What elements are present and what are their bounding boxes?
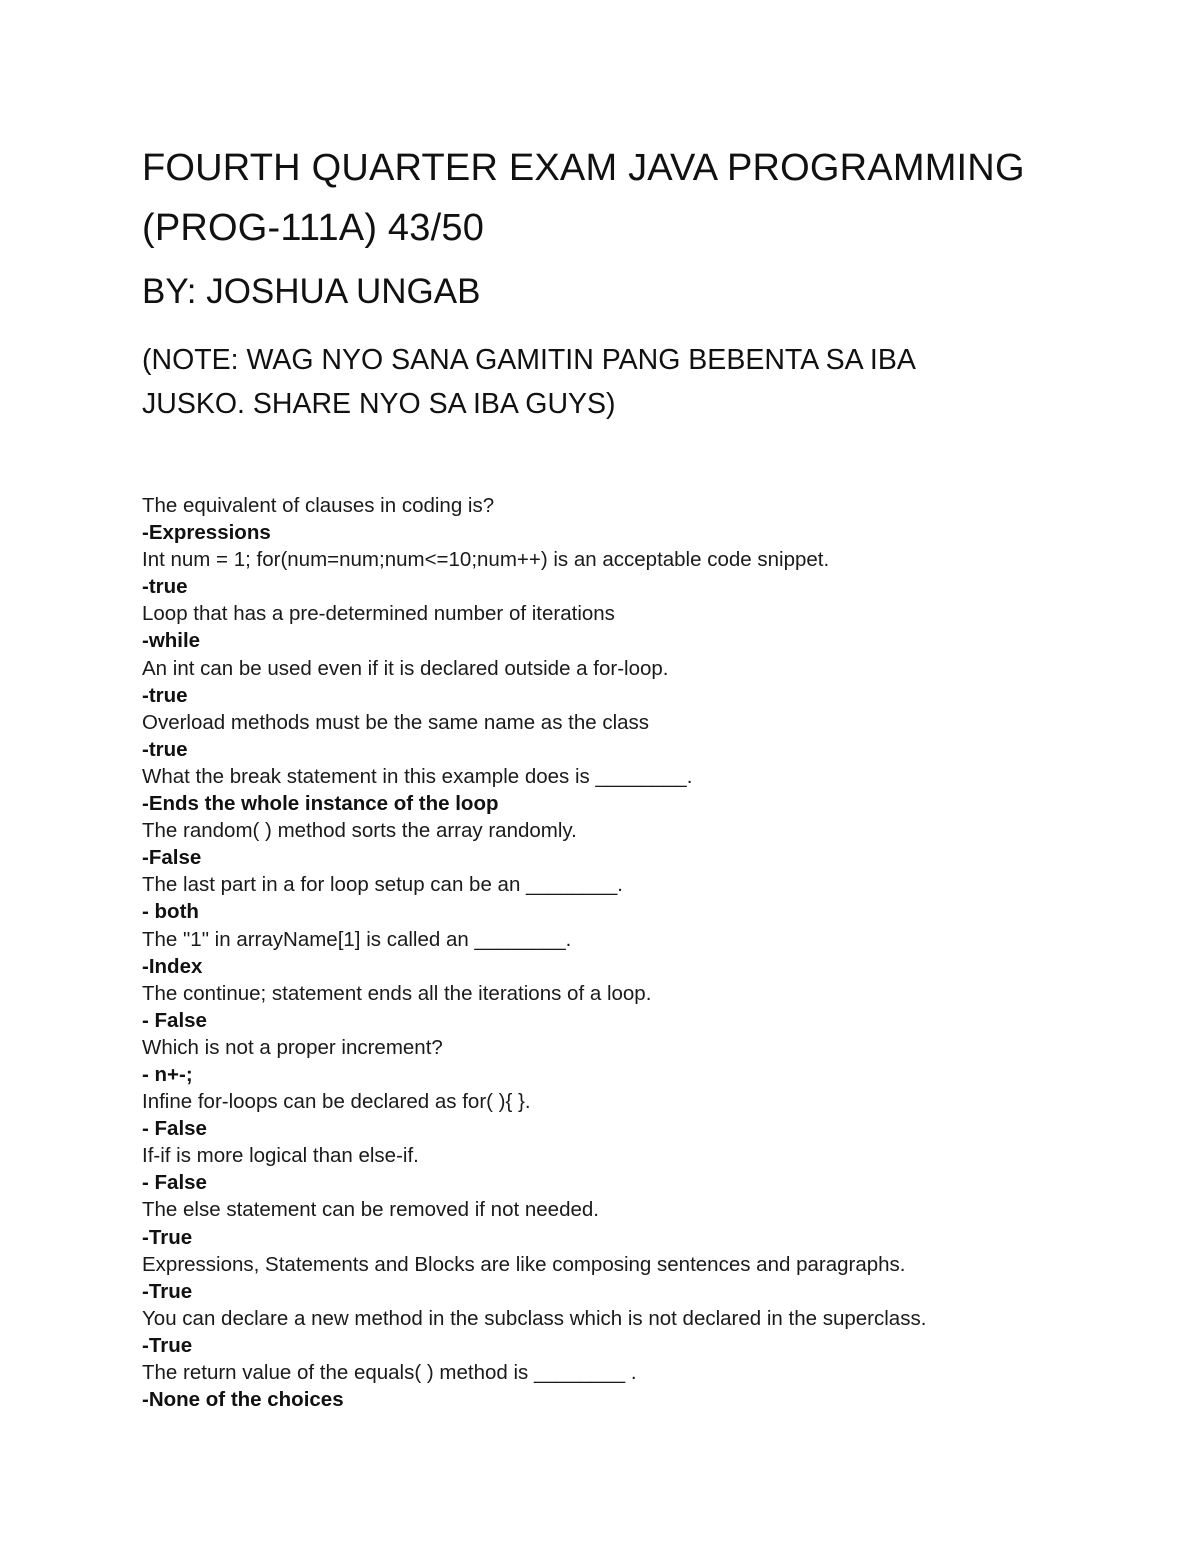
answer-text: -true	[142, 683, 188, 707]
answer-text: -true	[142, 737, 188, 761]
question-text: Int num = 1; for(num=num;num<=10;num++) is an acceptable code snippet.	[142, 548, 830, 572]
qa-item	[142, 1251, 1102, 1305]
question-answer-list	[142, 492, 1102, 1413]
note-line-1: (NOTE: WAG NYO SANA GAMITIN PANG BEBENTA SA IBA	[142, 344, 916, 376]
qa-item	[142, 1142, 1102, 1196]
question-text: The last part in a for loop setup can be an ________.	[142, 873, 623, 897]
answer-text: - False	[142, 1117, 207, 1141]
qa-item	[142, 546, 1102, 600]
question-text: The return value of the equals( ) method is ________ .	[142, 1361, 637, 1384]
answer-text: -Index	[142, 954, 203, 978]
answer-text: -False	[142, 846, 202, 870]
document-page	[142, 138, 1102, 1413]
answer-text: - False	[142, 1171, 207, 1195]
answer-text: -None of the choices	[142, 1388, 344, 1412]
question-text: You can declare a new method in the subclass which is not declared in the superclass.	[142, 1306, 927, 1330]
question-text: An int can be used even if it is declared outside a for-loop.	[142, 656, 669, 680]
answer-text: -True	[142, 1333, 193, 1357]
question-text: Expressions, Statements and Blocks are like composing sentences and paragraphs.	[142, 1252, 906, 1276]
qa-item	[142, 763, 1102, 817]
question-text: The continue; statement ends all the iterations of a loop.	[142, 981, 652, 1005]
question-text: The equivalent of clauses in coding is?	[142, 494, 495, 517]
question-text: Loop that has a pre-determined number of iterations	[142, 602, 615, 626]
answer-text: -Expressions	[142, 521, 271, 545]
qa-item	[142, 1196, 1102, 1250]
qa-item	[142, 492, 1102, 546]
answer-text: -while	[142, 629, 201, 653]
qa-item	[142, 1088, 1102, 1142]
note-line-2: JUSKO. SHARE NYO SA IBA GUYS)	[142, 388, 616, 420]
question-text: The "1" in arrayName[1] is called an ________.	[142, 927, 572, 951]
document-header	[142, 138, 1102, 426]
question-text: Infine for-loops can be declared as for( ){ }.	[142, 1090, 531, 1114]
answer-text: -True	[142, 1279, 193, 1303]
exam-title-line-1: FOURTH QUARTER EXAM JAVA PROGRAMMING	[142, 147, 1025, 189]
qa-item	[142, 1305, 1102, 1359]
answer-text: -Ends the whole instance of the loop	[142, 792, 499, 816]
author-line: BY: JOSHUA UNGAB	[142, 272, 481, 311]
question-text: The else statement can be removed if not needed.	[142, 1198, 599, 1222]
qa-item	[142, 1359, 1102, 1413]
note-paragraph	[142, 338, 1102, 426]
qa-item	[142, 1034, 1102, 1088]
qa-item	[142, 655, 1102, 709]
answer-text: -true	[142, 575, 188, 599]
answer-text: -True	[142, 1225, 193, 1249]
qa-item	[142, 926, 1102, 980]
question-text: Which is not a proper increment?	[142, 1035, 443, 1059]
question-text: Overload methods must be the same name as the class	[142, 710, 650, 734]
qa-item	[142, 980, 1102, 1034]
question-text: If-if is more logical than else-if.	[142, 1144, 419, 1168]
answer-text: - False	[142, 1008, 207, 1032]
qa-item	[142, 600, 1102, 654]
qa-item	[142, 817, 1102, 871]
exam-title-line-2: (PROG-111A) 43/50	[142, 207, 485, 249]
question-text: What the break statement in this example does is ________.	[142, 764, 693, 788]
answer-text: - both	[142, 900, 199, 924]
qa-item	[142, 871, 1102, 925]
question-text: The random( ) method sorts the array randomly.	[142, 819, 577, 843]
qa-item	[142, 709, 1102, 763]
answer-text: - n+-;	[142, 1062, 193, 1086]
